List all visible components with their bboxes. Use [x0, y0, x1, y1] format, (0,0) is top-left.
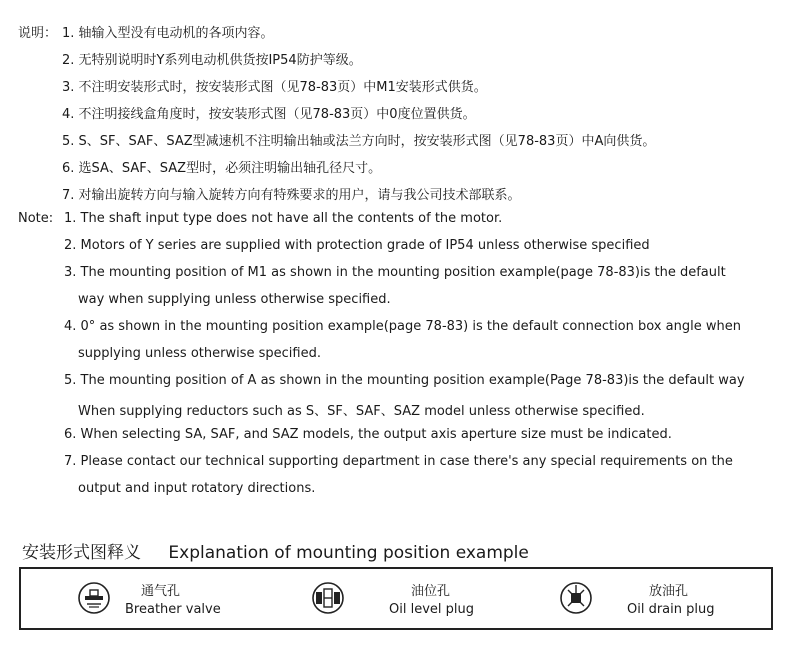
legend-label-en-oil-level: Oil level plug — [389, 602, 474, 617]
notes-en-prefix: Note: — [18, 211, 54, 226]
note-cn-6: 6. 选SA、SAF、SAZ型时，必须注明输出轴孔径尺寸。 — [62, 161, 382, 176]
note-cn-5: 5. S、SF、SAF、SAZ型减速机不注明输出轴或法兰方向时，按安装形式图（见78-83页）中A向供货。 — [62, 134, 656, 149]
legend-item-breather-valve — [77, 577, 257, 623]
legend-label-cn-oil-level: 油位孔 — [411, 584, 451, 599]
note-en-7-cont: output and input rotatory directions. — [78, 481, 316, 496]
note-cn-1: 1. 轴输入型没有电动机的各项内容。 — [62, 26, 274, 41]
notes-cn-prefix: 说明： — [18, 26, 58, 41]
note-en-2: 2. Motors of Y series are supplied with protection grade of IP54 unless otherwise specified — [64, 238, 650, 253]
oil-drain-plug-icon — [559, 581, 593, 615]
oil-level-plug-icon — [311, 581, 345, 615]
legend-label-cn-oil-drain: 放油孔 — [649, 584, 689, 599]
note-en-3: 3. The mounting position of M1 as shown in the mounting position example(page 78-83)is the default — [64, 265, 726, 280]
note-en-4-cont: supplying unless otherwise specified. — [78, 346, 321, 361]
section-title-en: Explanation of mounting position example — [168, 543, 529, 563]
note-en-3-cont: way when supplying unless otherwise specified. — [78, 292, 391, 307]
note-en-1: 1. The shaft input type does not have all the contents of the motor. — [64, 211, 503, 226]
section-title-cn: 安装形式图释义 — [22, 543, 141, 563]
note-en-5-cont: When supplying reductors such as S、SF、SAF、SAZ model unless otherwise specified. — [78, 404, 645, 419]
note-cn-2: 2. 无特别说明时Y系列电动机供货按IP54防护等级。 — [62, 53, 362, 68]
legend-label-cn-breather: 通气孔 — [141, 584, 181, 599]
note-cn-7: 7. 对输出旋转方向与输入旋转方向有特殊要求的用户，请与我公司技术部联系。 — [62, 188, 521, 203]
note-en-7: 7. Please contact our technical supporting department in case there's any special requirements on the — [64, 454, 733, 469]
legend-label-en-oil-drain: Oil drain plug — [627, 602, 715, 617]
legend-box — [19, 567, 773, 630]
legend-label-en-breather: Breather valve — [125, 602, 221, 617]
legend-item-oil-level-plug — [311, 577, 501, 623]
breather-valve-icon — [77, 581, 111, 615]
note-cn-4: 4. 不注明接线盒角度时，按安装形式图（见78-83页）中0度位置供货。 — [62, 107, 476, 122]
section-title — [22, 538, 529, 563]
legend-item-oil-drain-plug — [559, 577, 749, 623]
note-cn-3: 3. 不注明安装形式时，按安装形式图（见78-83页）中M1安装形式供货。 — [62, 80, 487, 95]
note-en-4: 4. 0° as shown in the mounting position example(page 78-83) is the default connection box angle when — [64, 319, 741, 334]
note-en-5: 5. The mounting position of A as shown in the mounting position example(Page 78-83)is the default way — [64, 373, 745, 388]
note-en-6: 6. When selecting SA, SAF, and SAZ models, the output axis aperture size must be indicated. — [64, 427, 672, 442]
